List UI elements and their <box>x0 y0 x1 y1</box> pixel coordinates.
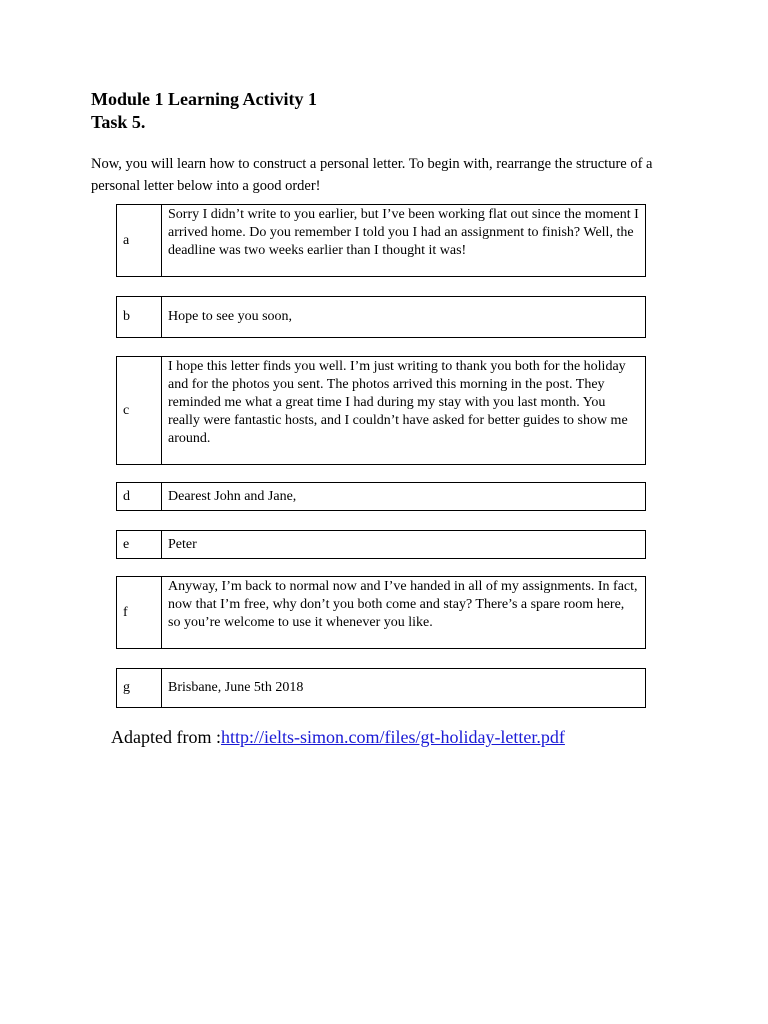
part-label: f <box>117 577 162 648</box>
task-title: Task 5. <box>91 112 146 132</box>
module-title: Module 1 Learning Activity 1 <box>91 89 317 109</box>
letter-part-c <box>116 356 646 465</box>
letter-part-a <box>116 204 646 277</box>
letter-part-f <box>116 576 646 649</box>
letter-part-d <box>116 482 646 511</box>
part-label: b <box>117 297 162 337</box>
source-prefix: Adapted from : <box>111 727 221 747</box>
part-text: Sorry I didn’t write to you earlier, but I’ve been working flat out since the moment I arrived home. Do you remember I told you I had an assignment to finish? Well, the deadline was two weeks earlier than I thought it was! <box>168 207 639 258</box>
part-label: g <box>117 669 162 707</box>
part-label: d <box>117 483 162 510</box>
part-text: Hope to see you soon, <box>168 309 293 324</box>
part-text: Brisbane, June 5th 2018 <box>168 680 304 695</box>
letter-part-e <box>116 530 646 559</box>
part-label: a <box>117 205 162 276</box>
source-citation <box>111 726 565 748</box>
part-text: Peter <box>168 536 197 552</box>
part-label: e <box>117 531 162 558</box>
part-text: I hope this letter finds you well. I’m just writing to thank you both for the holiday and for the photos you sent. The photos arrived this morning in the post. They reminded me what a great time I had during my stay with you last month. You really were fantastic hosts, and I couldn’t have asked for better guides to show me around. <box>168 359 628 446</box>
instructions-text: Now, you will learn how to construct a personal letter. To begin with, rearrange the structure of a personal letter below into a good order! <box>91 156 653 194</box>
source-link[interactable]: http://ielts-simon.com/files/gt-holiday-letter.pdf <box>220 727 565 747</box>
letter-part-g <box>116 668 646 708</box>
part-label: c <box>117 357 162 464</box>
letter-part-b <box>116 296 646 338</box>
part-text: Dearest John and Jane, <box>168 488 297 504</box>
part-text: Anyway, I’m back to normal now and I’ve handed in all of my assignments. In fact, now that I’m free, why don’t you both come and stay? There’s a spare room here, so you’re welcome to use it whenever you like. <box>168 579 638 630</box>
